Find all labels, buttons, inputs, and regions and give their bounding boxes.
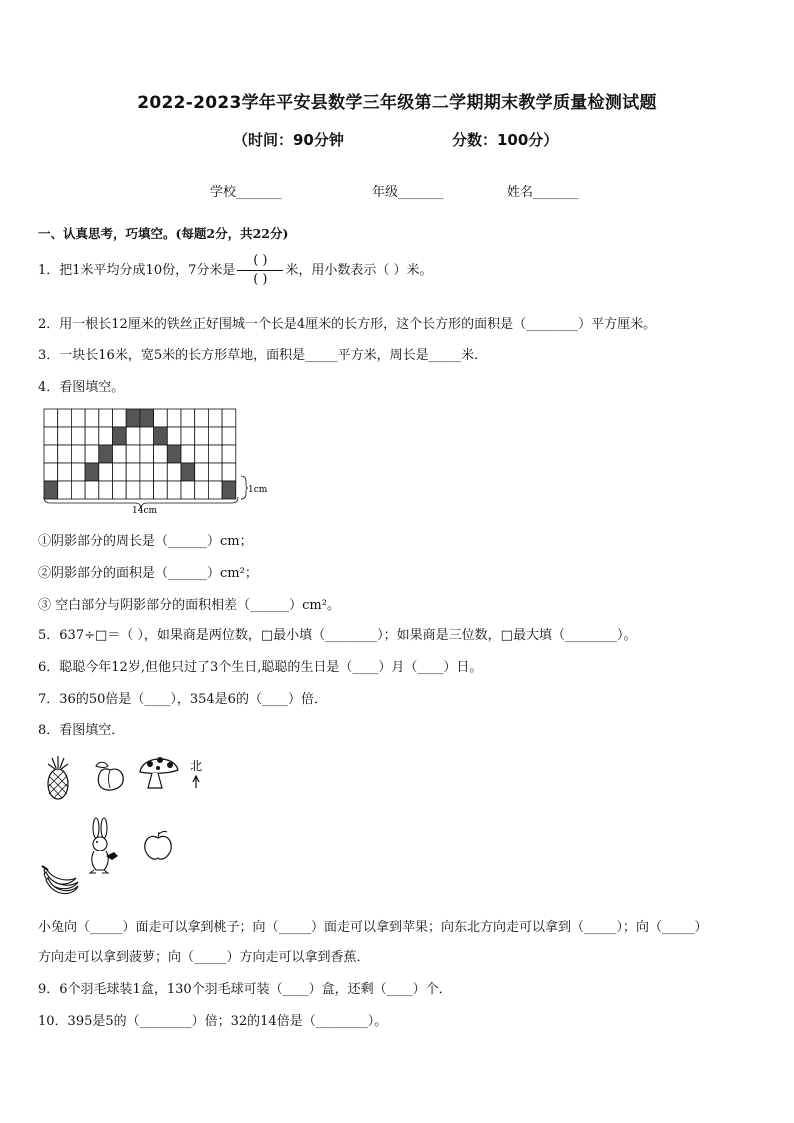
blank-cell bbox=[113, 463, 127, 481]
shaded-cell bbox=[222, 481, 236, 499]
blank-cell bbox=[167, 481, 181, 499]
grid-figure bbox=[40, 405, 280, 515]
blank-cell bbox=[167, 427, 181, 445]
name-field: 姓名_______ bbox=[507, 185, 579, 200]
blank-cell bbox=[71, 409, 85, 427]
blank-cell bbox=[113, 409, 127, 427]
svg-text:北: 北 bbox=[190, 759, 203, 773]
blank-cell bbox=[85, 481, 99, 499]
blank-cell bbox=[208, 481, 222, 499]
blank-cell bbox=[167, 409, 181, 427]
question-7: 7．36的50倍是（____），354是6的（____）倍． bbox=[38, 692, 327, 707]
exam-score: 分数：100分） bbox=[452, 131, 559, 149]
blank-cell bbox=[222, 463, 236, 481]
blank-cell bbox=[44, 445, 58, 463]
blank-cell bbox=[126, 445, 140, 463]
apple-icon bbox=[145, 832, 172, 860]
blank-cell bbox=[181, 409, 195, 427]
blank-cell bbox=[85, 409, 99, 427]
question-9: 9．6个羽毛球装1盒，130个羽毛球可装（____）盒，还剩（____）个． bbox=[38, 982, 452, 997]
shaded-cell bbox=[126, 409, 140, 427]
shaded-cell bbox=[154, 427, 168, 445]
shaded-cell bbox=[85, 463, 99, 481]
blank-cell bbox=[99, 427, 113, 445]
height-brace bbox=[241, 476, 248, 499]
blank-cell bbox=[154, 481, 168, 499]
peach-icon bbox=[96, 762, 123, 790]
question-4-part-2: ②阴影部分的面积是（______）cm²； bbox=[38, 566, 258, 581]
school-field: 学校_______ bbox=[210, 185, 282, 200]
blank-cell bbox=[85, 427, 99, 445]
shaded-cell bbox=[167, 445, 181, 463]
blank-cell bbox=[154, 463, 168, 481]
blank-cell bbox=[126, 427, 140, 445]
blank-cell bbox=[58, 481, 72, 499]
question-4: 4．看图填空。 bbox=[38, 380, 125, 395]
question-6: 6．聪聪今年12岁,但他只过了3个生日,聪聪的生日是（____）月（____）日。 bbox=[38, 660, 483, 675]
blank-cell bbox=[58, 409, 72, 427]
blank-cell bbox=[222, 445, 236, 463]
blank-cell bbox=[208, 445, 222, 463]
blank-cell bbox=[154, 445, 168, 463]
blank-cell bbox=[71, 463, 85, 481]
question-5: 5．637÷□＝（ ），如果商是两位数，□最小填（________）；如果商是三位数，□最大填（________）。 bbox=[38, 628, 637, 643]
mushroom-icon bbox=[140, 757, 178, 788]
blank-cell bbox=[58, 427, 72, 445]
blank-cell bbox=[126, 481, 140, 499]
question-10: 10．395是5的（________）倍；32的14倍是（________）。 bbox=[38, 1014, 388, 1029]
blank-cell bbox=[195, 445, 209, 463]
blank-cell bbox=[44, 463, 58, 481]
blank-cell bbox=[71, 427, 85, 445]
blank-cell bbox=[140, 463, 154, 481]
question-3: 3．一块长16米，宽5米的长方形草地，面积是_____平方米，周长是_____米． bbox=[38, 348, 488, 363]
pineapple-icon bbox=[48, 756, 68, 799]
blank-cell bbox=[222, 427, 236, 445]
blank-cell bbox=[113, 481, 127, 499]
blank-cell bbox=[208, 427, 222, 445]
blank-cell bbox=[154, 409, 168, 427]
fraction-blank: ( ) ( ) bbox=[237, 252, 283, 289]
blank-cell bbox=[208, 409, 222, 427]
shaded-cell bbox=[99, 445, 113, 463]
grade-field: 年级_______ bbox=[372, 185, 444, 200]
blank-cell bbox=[195, 481, 209, 499]
question-8-line-1: 小兔向（_____）面走可以拿到桃子；向（_____）面走可以拿到苹果；向东北方向走可以拿到（_____）；向（_____） bbox=[38, 920, 708, 935]
blank-cell bbox=[44, 409, 58, 427]
blank-cell bbox=[195, 409, 209, 427]
direction-picture bbox=[38, 752, 238, 902]
blank-cell bbox=[140, 445, 154, 463]
shaded-cell bbox=[113, 427, 127, 445]
blank-cell bbox=[181, 481, 195, 499]
blank-cell bbox=[58, 445, 72, 463]
rabbit-icon bbox=[90, 818, 118, 873]
height-label: 1cm bbox=[248, 485, 268, 495]
blank-cell bbox=[99, 481, 113, 499]
blank-cell bbox=[140, 427, 154, 445]
question-1: 1．把1米平均分成10份，7分米是 ( ) ( ) 米，用小数表示（ ）米。 bbox=[38, 253, 433, 287]
blank-cell bbox=[140, 481, 154, 499]
blank-cell bbox=[195, 427, 209, 445]
shaded-cell bbox=[181, 463, 195, 481]
shaded-cell bbox=[44, 481, 58, 499]
banana-icon bbox=[42, 866, 78, 894]
blank-cell bbox=[58, 463, 72, 481]
blank-cell bbox=[99, 409, 113, 427]
blank-cell bbox=[99, 463, 113, 481]
page-title: 2022-2023学年平安县数学三年级第二学期期末教学质量检测试题 bbox=[137, 93, 657, 113]
grid-cells bbox=[44, 409, 236, 499]
question-8-line-2: 方向走可以拿到菠萝；向（_____）方向走可以拿到香蕉． bbox=[38, 950, 370, 965]
blank-cell bbox=[195, 463, 209, 481]
blank-cell bbox=[113, 445, 127, 463]
blank-cell bbox=[208, 463, 222, 481]
blank-cell bbox=[181, 445, 195, 463]
blank-cell bbox=[126, 463, 140, 481]
question-4-part-1: ①阴影部分的周长是（______）cm； bbox=[38, 534, 253, 549]
question-8: 8．看图填空． bbox=[38, 723, 125, 738]
blank-cell bbox=[181, 427, 195, 445]
section-heading: 一、认真思考，巧填空。(每题2分，共22分) bbox=[38, 226, 289, 241]
shaded-cell bbox=[140, 409, 154, 427]
blank-cell bbox=[71, 445, 85, 463]
blank-cell bbox=[167, 463, 181, 481]
exam-time: （时间：90分钟 bbox=[233, 131, 344, 149]
blank-cell bbox=[222, 409, 236, 427]
north-arrow-icon bbox=[190, 759, 202, 788]
blank-cell bbox=[44, 427, 58, 445]
blank-cell bbox=[85, 445, 99, 463]
blank-cell bbox=[71, 481, 85, 499]
question-4-part-3: ③ 空白部分与阴影部分的面积相差（______）cm²。 bbox=[38, 598, 340, 613]
width-label: 14cm bbox=[132, 506, 158, 515]
question-2: 2．用一根长12厘米的铁丝正好围城一个长是4厘米的长方形，这个长方形的面积是（________）平方厘米。 bbox=[38, 317, 657, 332]
